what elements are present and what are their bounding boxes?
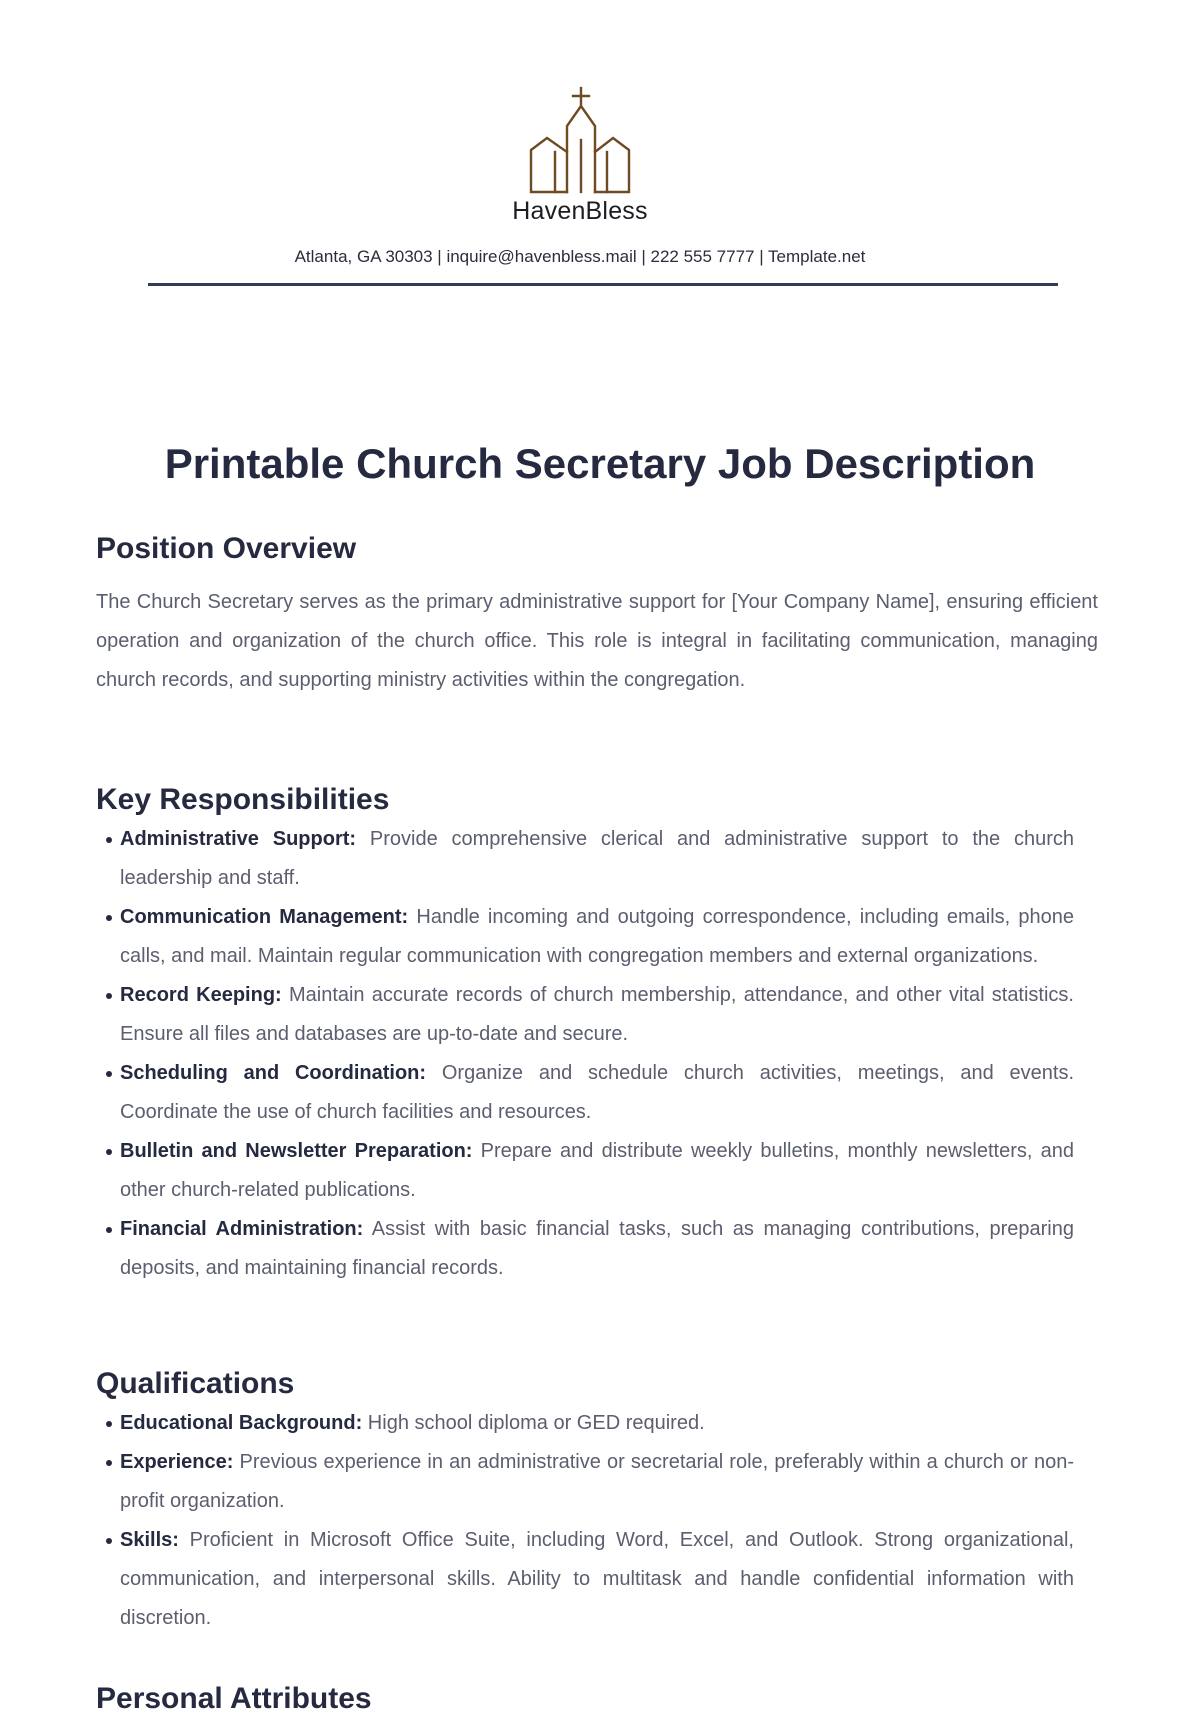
item-label: Record Keeping:: [120, 984, 282, 1006]
contact-line: Atlanta, GA 30303 | inquire@havenbless.mail | 222 555 7777 | Template.net: [294, 247, 866, 266]
item-label: Skills:: [120, 1529, 179, 1551]
item-text: Previous experience in an administrative or secretarial role, preferably within a church or non-profit organization.: [120, 1451, 1074, 1512]
list-item: [96, 1404, 1074, 1443]
item-label: Administrative Support:: [120, 828, 357, 850]
item-label: Scheduling and Coordination:: [120, 1062, 427, 1084]
list-item: [96, 976, 1074, 1054]
position-overview-section: [96, 532, 1098, 700]
responsibilities-list: [96, 820, 1098, 1288]
personal-attributes-section: [96, 1682, 1098, 1716]
item-label: Bulletin and Newsletter Preparation:: [120, 1140, 473, 1162]
brand-name: HavenBless: [512, 197, 648, 225]
qualifications-section: [96, 1367, 1098, 1638]
key-responsibilities-heading: Key Responsibilities: [96, 783, 390, 816]
item-text: Proficient in Microsoft Office Suite, including Word, Excel, and Outlook. Strong organizational, communication, and interpersonal skills. Ability to multitask and handle confidential information with discretion.: [120, 1529, 1074, 1629]
list-item: [96, 1443, 1074, 1521]
page-title: Printable Church Secretary Job Description: [164, 440, 1036, 487]
qualifications-heading: Qualifications: [96, 1367, 295, 1400]
header-divider: [148, 283, 1058, 286]
list-item: [96, 898, 1074, 976]
list-item: [96, 1054, 1074, 1132]
item-text: Prepare and distribute weekly bulletins, monthly newsletters, and other church-related publications.: [120, 1140, 1074, 1201]
item-label: Experience:: [120, 1451, 234, 1473]
church-logo-icon: [525, 86, 637, 194]
item-text: Handle incoming and outgoing correspondence, including emails, phone calls, and mail. Maintain regular communication with congregation members and external organizations.: [120, 906, 1075, 967]
item-text: Maintain accurate records of church membership, attendance, and other vital statistics. Ensure all files and databases are up-to-date and secure.: [120, 984, 1074, 1045]
personal-attributes-heading: Personal Attributes: [96, 1682, 372, 1715]
key-responsibilities-section: [96, 783, 1098, 1288]
item-text: Organize and schedule church activities, meetings, and events. Coordinate the use of church facilities and resources.: [120, 1062, 1074, 1123]
item-label: Financial Administration:: [120, 1218, 364, 1240]
item-text: Assist with basic financial tasks, such as managing contributions, preparing deposits, and maintaining financial records.: [120, 1218, 1074, 1279]
list-item: [96, 820, 1074, 898]
qualifications-list: [96, 1404, 1098, 1638]
item-label: Communication Management:: [120, 906, 409, 928]
list-item: [96, 1210, 1074, 1288]
position-overview-heading: Position Overview: [96, 532, 357, 565]
item-text: Provide comprehensive clerical and administrative support to the church leadership and staff.: [120, 828, 1075, 889]
item-text: High school diploma or GED required.: [362, 1412, 705, 1434]
item-label: Educational Background:: [120, 1412, 363, 1434]
position-overview-text: The Church Secretary serves as the primary administrative support for [Your Company Name], ensuring efficient operation and organization of the church office. This role is integral in facilitating communication, managing church records, and supporting ministry activities within the congregation.: [96, 591, 1098, 691]
list-item: [96, 1132, 1074, 1210]
list-item: [96, 1521, 1074, 1638]
